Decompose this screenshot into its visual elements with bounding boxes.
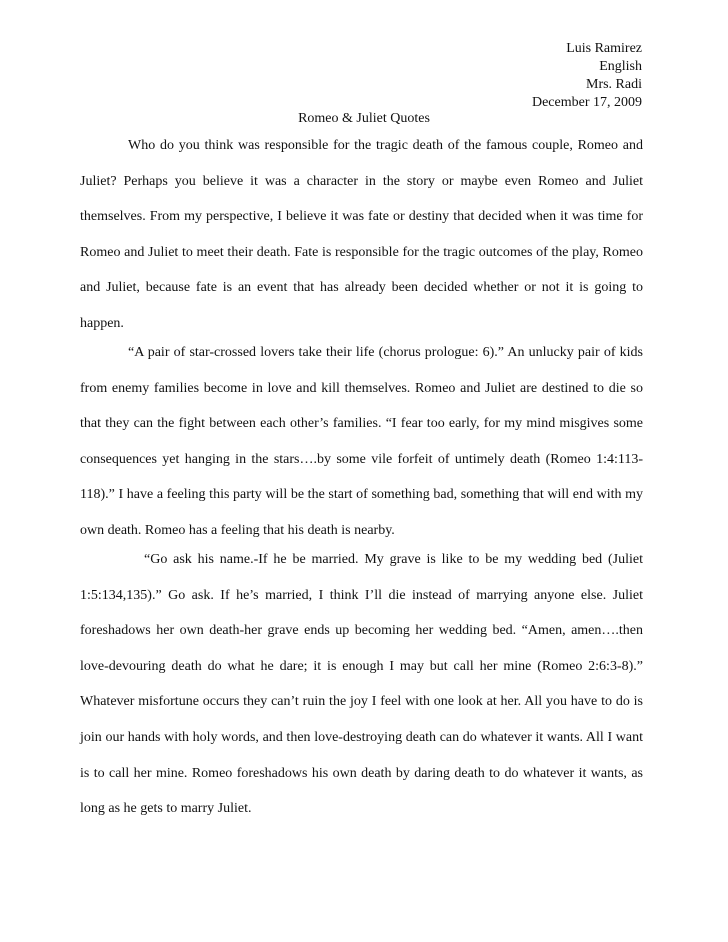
paragraph-intro: Who do you think was responsible for the tragic death of the famous couple, Romeo and Juliet? Perhaps you believe it was a character in the story or maybe even Romeo and Juliet themselves. From my perspective, I believe it was fate or destiny that decided when it was time for Romeo and Juliet to meet their death. Fate is responsible for the tragic outcomes of the play, Romeo and Juliet, because fate is an event that has already been decided whether or not it is going to happen.: [80, 138, 643, 331]
course-name: English: [599, 59, 642, 74]
header-block: [532, 40, 642, 112]
document-title: Romeo & Juliet Quotes: [298, 111, 430, 126]
paragraph-wedding-bed: “Go ask his name.-If he be married. My grave is like to be my wedding bed (Juliet 1:5:134,135).” Go ask. If he’s married, I think I’ll die instead of marrying anyone else. Juliet foreshadows her own death-her grave ends up becoming her wedding bed. “Amen, amen….then love-devouring death do what he dare; it is enough I may but call her mine (Romeo 2:6:3-8).” Whatever misfortune occurs they can’t ruin the joy I feel with one look at her. All you have to do is join our hands with holy words, and then love-destroying death can do whatever it wants. All I want is to call her mine. Romeo foreshadows his own death by daring death to do whatever it wants, as long as he gets to marry Juliet.: [80, 552, 643, 817]
document-date: December 17, 2009: [531, 95, 642, 110]
author-name: Luis Ramirez: [566, 41, 642, 56]
paragraph-star-crossed: “A pair of star-crossed lovers take their life (chorus prologue: 6).” An unlucky pair of kids from enemy families become in love and kill themselves. Romeo and Juliet are destined to die so that they can the fight between each other’s families. “I fear too early, for my mind misgives some consequences yet hanging in the stars….by some vile forfeit of untimely death (Romeo 1:4:113-118).” I have a feeling this party will be the start of something bad, something that will end with my own death. Romeo has a feeling that his death is nearby.: [80, 345, 643, 538]
teacher-name: Mrs. Radi: [586, 77, 642, 92]
